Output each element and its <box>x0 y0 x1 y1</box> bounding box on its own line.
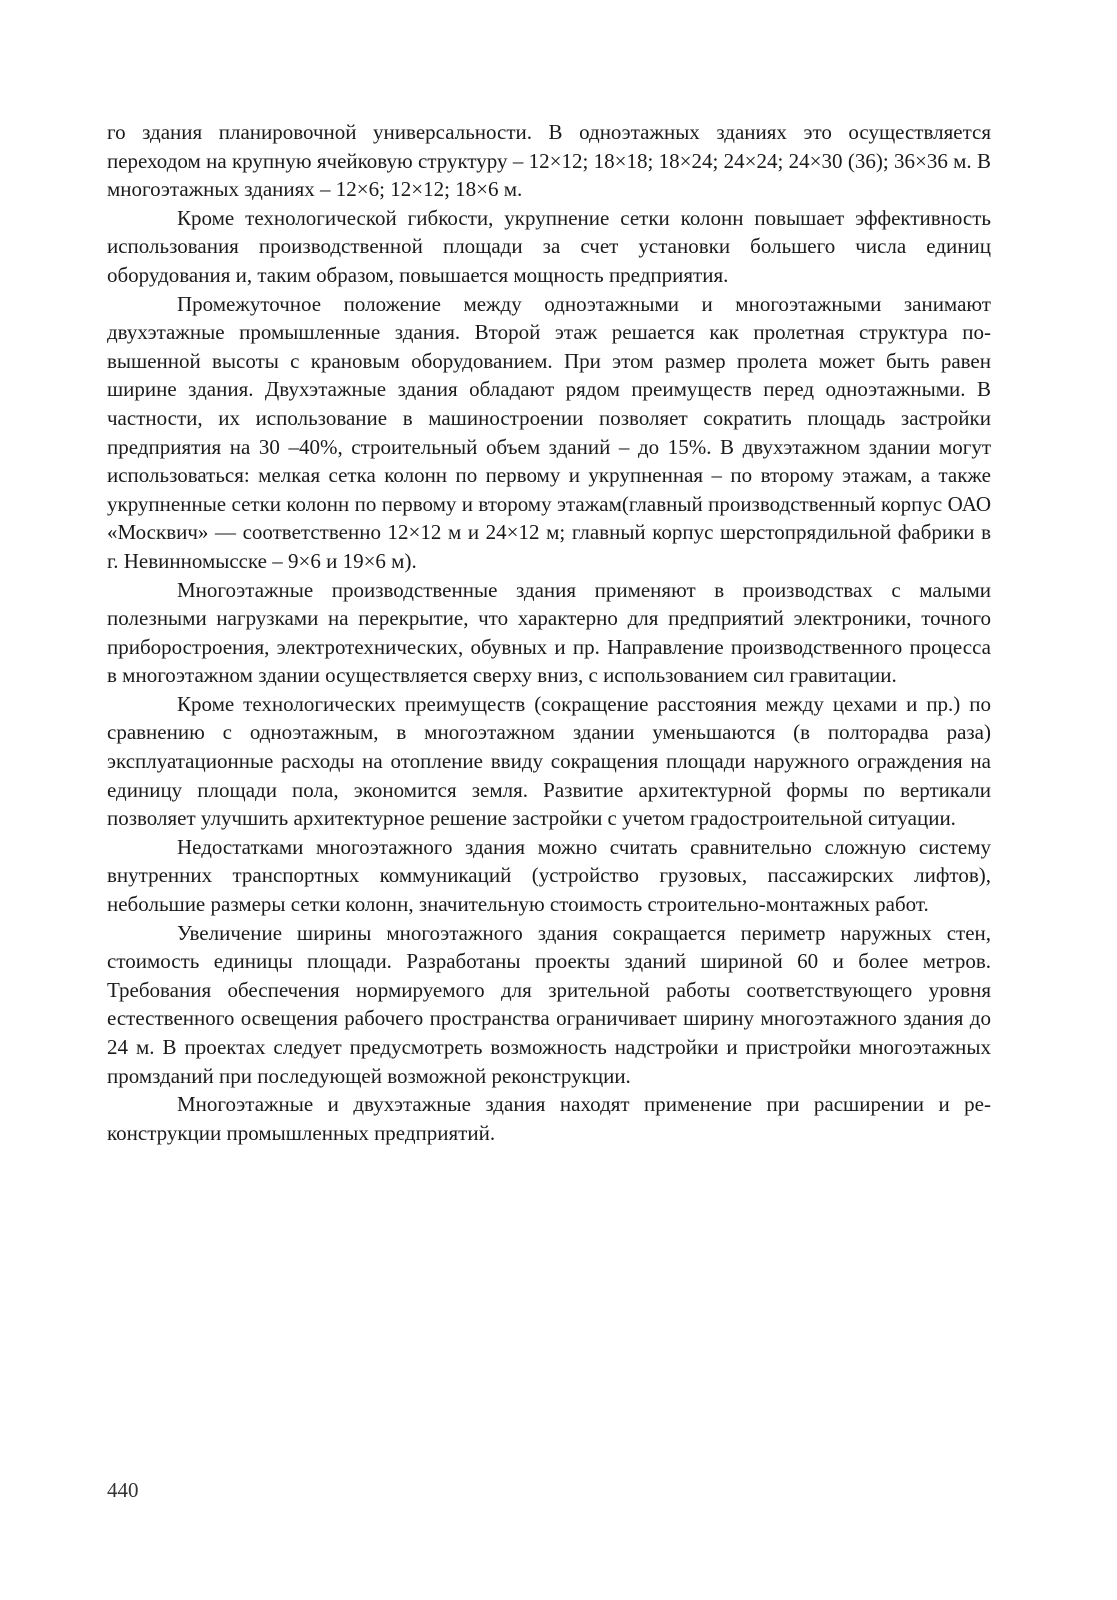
paragraph-3: Промежуточное положение между одноэтажными и многоэтажными занимают двухэтажные промышленные здания. Второй этаж решается как пролетная структура повышенной высоты с крановым оборудованием. При этом размер пролета может быть равен ширине здания. Двухэтажные здания обладают рядом преимуществ перед одноэтажными. В частности, их использование в машиностроении позволяет сократить площадь застройки предприятия на 30 –40%, строительный объем зданий – до 15%. В двухэтажном здании могут использоваться: мелкая сетка колонн по первому и укрупненная – по второму этажам, а также укрупненные сетки колонн по первому и второму этажам(главный производственный корпус ОАО «Москвич» — соответственно 12×12 м и 24×12 м; главный корпус шерстопрядильной фабрики в г. Невинномысске – 9×6 и 19×6 м). <box>107 291 991 573</box>
paragraph-5: Кроме технологических преимуществ (сокращение расстояния между цехами и пр.) по сравнению с одноэтажным, в многоэтажном здании уменьшаются (в полторадва раза) эксплуатационные расходы на отопление ввиду сокращения площади наружного ограждения на единицу площади пола, экономится земля. Развитие архитектурной формы по вертикали позволяет улучшить архитектурное решение застройки с учетом градостроительной ситуации. <box>107 691 991 831</box>
page-number: 440 <box>107 1478 139 1502</box>
body-text <box>107 118 991 1147</box>
paragraph-1: го здания планировочной универсальности. В одноэтажных зданиях это осуществляется переходом на крупную ячейковую структуру – 12×12; 18×18; 18×24; 24×24; 24×30 (36); 36×36 м. В многоэтажных зданиях – 12×6; 12×12; 18×6 м. <box>107 120 991 202</box>
paragraph-2: Кроме технологической гибкости, укрупнение сетки колонн повышает эффективность использования производственной площади за счет установки большего числа единиц оборудования и, таким образом, повышается мощность предприятия. <box>107 205 991 287</box>
paragraph-8: Многоэтажные и двухэтажные здания находят применение при расширении и реконструкции промышленных предприятий. <box>107 1092 991 1145</box>
paragraph-6: Недостатками многоэтажного здания можно считать сравнительно сложную систему внутренних транспортных коммуникаций (устройство грузовых, пассажирских лифтов), небольшие размеры сетки колонн, значительную стоимость строительно-монтажных работ. <box>107 834 991 917</box>
paragraph-7: Увеличение ширины многоэтажного здания сокращается периметр наружных стен, стоимость единицы площади. Разработаны проекты зданий шириной 60 и более метров. Требования обеспечения нормируемого для зрительной работы соответствующего уровня естественного освещения рабочего пространства ограничивает ширину многоэтажного здания до 24 м. В проектах следует предусмотреть возможность надстройки и пристройки многоэтажных промзданий при последующей возможной реконструкции. <box>107 920 991 1088</box>
paragraph-4: Многоэтажные производственные здания применяют в производствах с малыми полезными нагрузками на перекрытие, что характерно для предприятий электроники, точного приборостроения, электротехнических, обувных и пр. Направление производственного процесса в многоэтажном здании осуществляется сверху вниз, с использованием сил гравитации. <box>107 577 991 688</box>
